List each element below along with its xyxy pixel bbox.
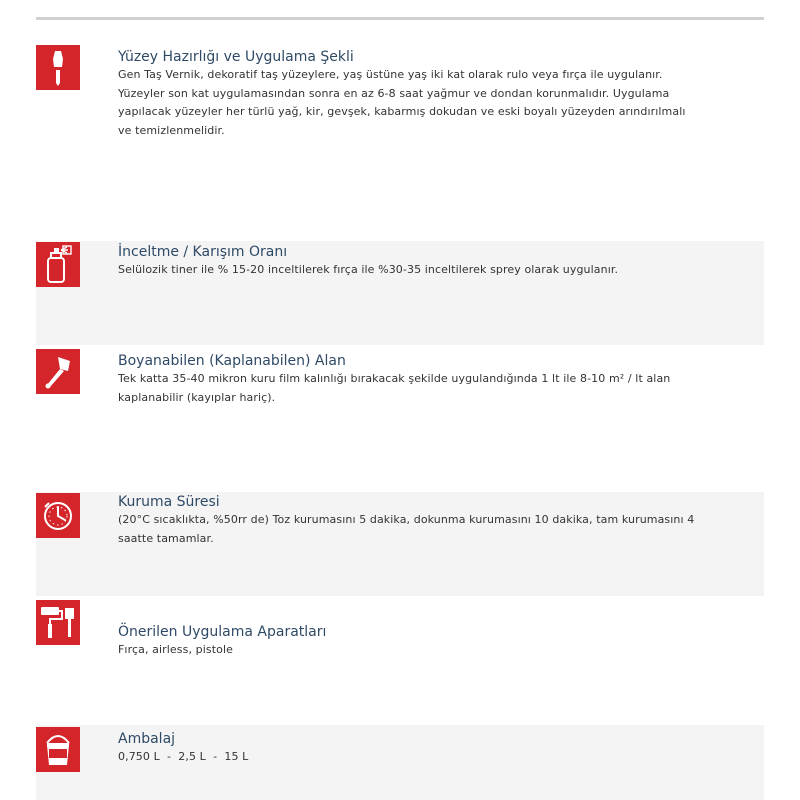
section-text: Selülozik tiner ile % 15-20 inceltilerek fırça ile %30-35 inceltilerek sprey olarak uygulanır. [118,263,619,276]
section-text: Tek katta 35-40 mikron kuru film kalınlığı bırakacak şekilde uygulandığında 1 lt ile 8-10 m² / lt alan kaplanabilir (kayıplar hariç). [118,372,671,404]
section-text: Gen Taş Vernik, dekoratif taş yüzeylere, yaş üstüne yaş iki kat olarak rulo veya fırça ile uygulanır. Yüzeyler son kat uygulamasından sonra en az 6-8 saat yağmur ve dondan korunmalıdır. Uygulama yapılacak yüzeyler her türlü yağ, kir, gevşek, kabarmış dokudan ve eski boyalı yüzeyden arındırılmalı ve temizlenmelidir. [118,68,686,137]
brush-icon [36,45,80,90]
section-application-tools [36,600,764,704]
section-title: Ambalaj [118,731,176,747]
section-packaging [36,725,764,800]
section-title: İnceltme / Karışım Oranı [118,244,288,260]
roller-tools-icon [36,600,80,645]
section-thinning-ratio [36,241,764,345]
section-title: Önerilen Uygulama Aparatları [118,624,327,640]
section-text: 0,750 L - 2,5 L - 15 L [118,750,249,763]
clock-icon [36,493,80,538]
spray-can-icon [36,242,80,287]
section-coverage-area [36,348,764,472]
section-title: Boyanabilen (Kaplanabilen) Alan [118,353,346,369]
top-divider [36,17,764,20]
section-surface-preparation [36,44,764,224]
section-title: Yüzey Hazırlığı ve Uygulama Şekli [118,49,354,65]
section-text: (20°C sıcaklıkta, %50rr de) Toz kurumasını 5 dakika, dokunma kurumasını 10 dakika, tam kurumasını 4 saatte tamamlar. [118,513,695,545]
section-title: Kuruma Süresi [118,494,220,510]
section-text: Fırça, airless, pistole [118,643,233,656]
section-drying-time [36,492,764,596]
paint-brush-icon [36,349,80,394]
paint-bucket-icon [36,727,80,772]
